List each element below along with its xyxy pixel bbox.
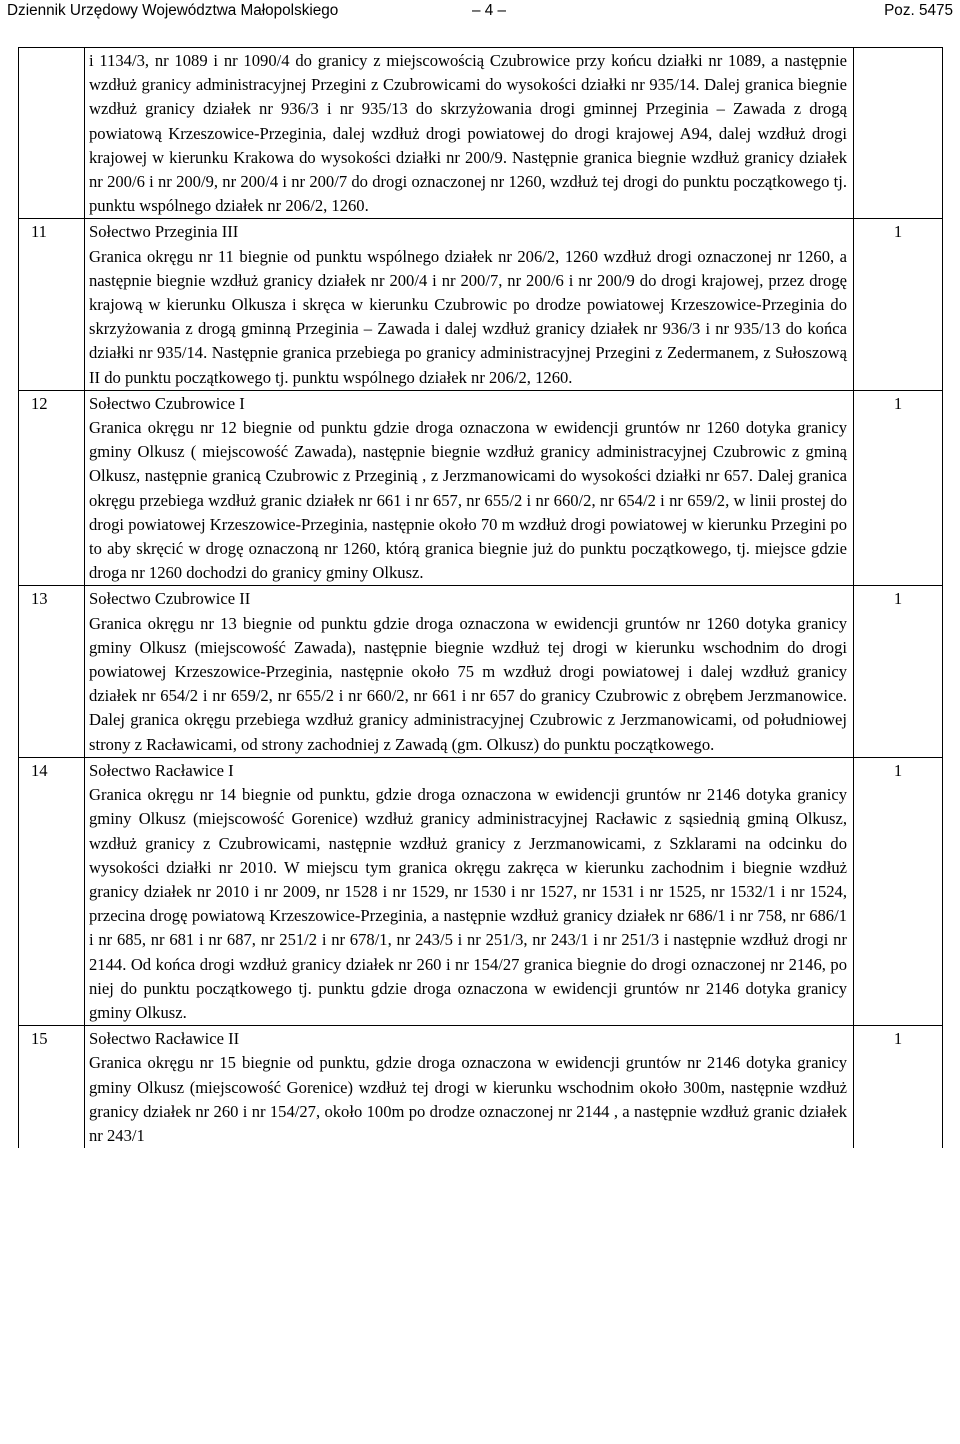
seat-count-cell xyxy=(854,48,943,219)
page-number: – 4 – xyxy=(472,2,507,19)
table-row-continuation xyxy=(19,48,943,219)
district-description: Granica okręgu nr 15 biegnie od punktu, gdzie droga oznaczona w ewidencji gruntów nr 2146 dotyka granicy gminy Olkusz (miejscowość Gorenice) wzdłuż tej drogi w kierunku wschodnim około 300m, następnie wzdłuż granicy działek nr 260 i nr 154/27, około 100m po drodze oznaczonej nr 2144 , a następnie wzdłuż granic działek nr 243/1 xyxy=(89,1053,847,1145)
district-title: Sołectwo Czubrowice II xyxy=(89,589,251,609)
district-description: Granica okręgu nr 11 biegnie od punktu wspólnego działek nr 206/2, 1260 wzdłuż drogi oznaczonej nr 1260, a następnie biegnie wzdłuż granicy działek nr 200/4 i nr 200/7, nr 200/6 i nr 200/9 do drogi krajowej, przez drogę krajową w kierunku Olkusza i skręca w kierunku Czubrowic po drodze powiatowej Krzeszowice-Przeginia do skrzyżowania z drogą gminną Przeginia – Zawada i dalej wzdłuż granicy działek nr 936/3 i nr 935/13 do końca działki nr 935/14. Następnie granica przebiega po granicy administracyjnej Przegini z Zedermanem, z Sułoszową II do punktu początkowego tj. punktu wspólnego działek nr 206/2, 1260. xyxy=(89,246,847,387)
position-number: Poz. 5475 xyxy=(884,2,953,19)
district-description: Granica okręgu nr 12 biegnie od punktu gdzie droga oznaczona w ewidencji gruntów nr 1260 dotyka granicy gminy Olkusz ( miejscowość Zawada), następnie biegnie wzdłuż granicy administracyjnej Czubrowic z gminą Olkusz, następnie granicą Czubrowic z Przeginią , z Jerzmanowicami do wysokości działki nr 657. Dalej granica okręgu przebiega wzdłuż granic działek nr 661 i nr 657, nr 655/2 i nr 660/2, nr 654/2 i nr 659/2, w linii prostej do drogi powiatowej Krzeszowice-Przeginia, następnie około 70 m wzdłuż drogi powiatowej w kierunku Przegini po to aby skręcić w drogę oznaczoną nr 1260, którą granica biegnie już do punktu początkowego, tj. miejsce gdzie droga nr 1260 dochodzi do granicy gminy Olkusz. xyxy=(89,418,847,583)
district-title: Sołectwo Racławice II xyxy=(89,1029,240,1049)
district-number: 12 xyxy=(31,393,48,413)
district-description: i 1134/3, nr 1089 i nr 1090/4 do granicy z miejscowością Czubrowice przy końcu działki nr 1089, a następnie wzdłuż granicy administracyjnej Przegini z Czubrowicami do wysokości działki nr 935/14. Dalej granica biegnie wzdłuż granicy działek nr 936/3 i nr 935/13 do skrzyżowania drogi gminnej Przeginia – Zawada z drogą powiatową Krzeszowice-Przeginia, dalej wzdłuż drogi powiatowej do drogi krajowej A94, dalej wzdłuż drogi krajowej w kierunku Krakowa do wysokości działki nr 200/9. Następnie granica biegnie wzdłuż granicy działek nr 200/6 i nr 200/9, nr 200/4 i nr 200/7 do drogi oznaczonej nr 1260, wzdłuż tej drogi do punktu początkowego tj. punktu wspólnego działek nr 206/2, 1260. xyxy=(89,51,847,216)
electoral-districts-table xyxy=(18,47,943,1148)
district-description: Granica okręgu nr 14 biegnie od punktu, gdzie droga oznaczona w ewidencji gruntów nr 2146 dotyka granicy gminy Olkusz (miejscowość Gorenice) wzdłuż granicy administracyjnej Racławic z sąsiednią gminą Olkusz, wzdłuż granicy z Czubrowicami, następnie wzdłuż granicy z Jerzmanowicami, z Szklarami na odcinku do wysokości działki nr 2010. W miejscu tym granica okręgu zakręca w kierunku zachodnim i biegnie wzdłuż granicy działek nr 2010 i nr 2009, nr 1528 i nr 1529, nr 1530 i nr 1527, nr 1531 i nr 1525, nr 1532/1 i nr 1524, przecina drogę powiatową Krzeszowice-Przeginia, a następnie wzdłuż granicy działek nr 686/1 i nr 758, nr 686/1 i nr 685, nr 681 i nr 687, nr 251/2 i nr 678/1, nr 243/5 i nr 251/3, nr 243/1 i nr 251/3 i następnie wzdłuż drogi nr 2144. Od końca drogi wzdłuż granicy działek nr 260 i nr 154/27 granica biegnie do drogi oznaczonej nr 2146, po niej do punktu początkowego tj. punktu gdzie droga oznaczona w ewidencji gruntów nr 2146 dotyka granicy gminy Olkusz. xyxy=(89,785,847,1022)
page-header xyxy=(7,0,953,22)
district-title: Sołectwo Racławice I xyxy=(89,760,234,780)
district-title: Sołectwo Czubrowice I xyxy=(89,393,245,413)
seat-count: 1 xyxy=(893,393,903,413)
district-title: Sołectwo Przeginia III xyxy=(89,222,239,242)
district-number: 15 xyxy=(31,1029,48,1049)
seat-count: 1 xyxy=(893,1029,903,1049)
table-row-district-15 xyxy=(19,1026,943,1149)
district-description-cell xyxy=(85,48,854,219)
seat-count: 1 xyxy=(893,222,903,242)
district-number-cell xyxy=(19,48,85,219)
district-description: Granica okręgu nr 13 biegnie od punktu gdzie droga oznaczona w ewidencji gruntów nr 1260 dotyka granicy gminy Olkusz (miejscowość Zawada), następnie biegnie wzdłuż tej drogi w kierunku wschodnim do drogi powiatowej Krzeszowice-Przeginia, następnie około 75 m wzdłuż drogi powiatowej i dalej wzdłuż granicy działek nr 654/2 i nr 659/2, nr 655/2 i nr 660/2, nr 661 i nr 657 do granicy Czubrowic z obrębem Jerzmanowice. Dalej granica okręgu przebiega wzdłuż granicy administracyjnej Czubrowic z Jerzmanowicami, od południowej strony z Racławicami, od strony zachodniej z Zawadą (gm. Olkusz) do punktu początkowego. xyxy=(89,613,847,754)
seat-count: 1 xyxy=(893,589,903,609)
table-row-district-11 xyxy=(19,219,943,390)
journal-title: Dziennik Urzędowy Województwa Małopolskiego xyxy=(7,2,339,19)
table-row-district-14 xyxy=(19,757,943,1025)
district-number: 13 xyxy=(31,589,48,609)
table-row-district-12 xyxy=(19,390,943,586)
seat-count: 1 xyxy=(893,760,903,780)
district-number: 11 xyxy=(31,222,47,242)
table-row-district-13 xyxy=(19,586,943,757)
district-number: 14 xyxy=(31,760,48,780)
